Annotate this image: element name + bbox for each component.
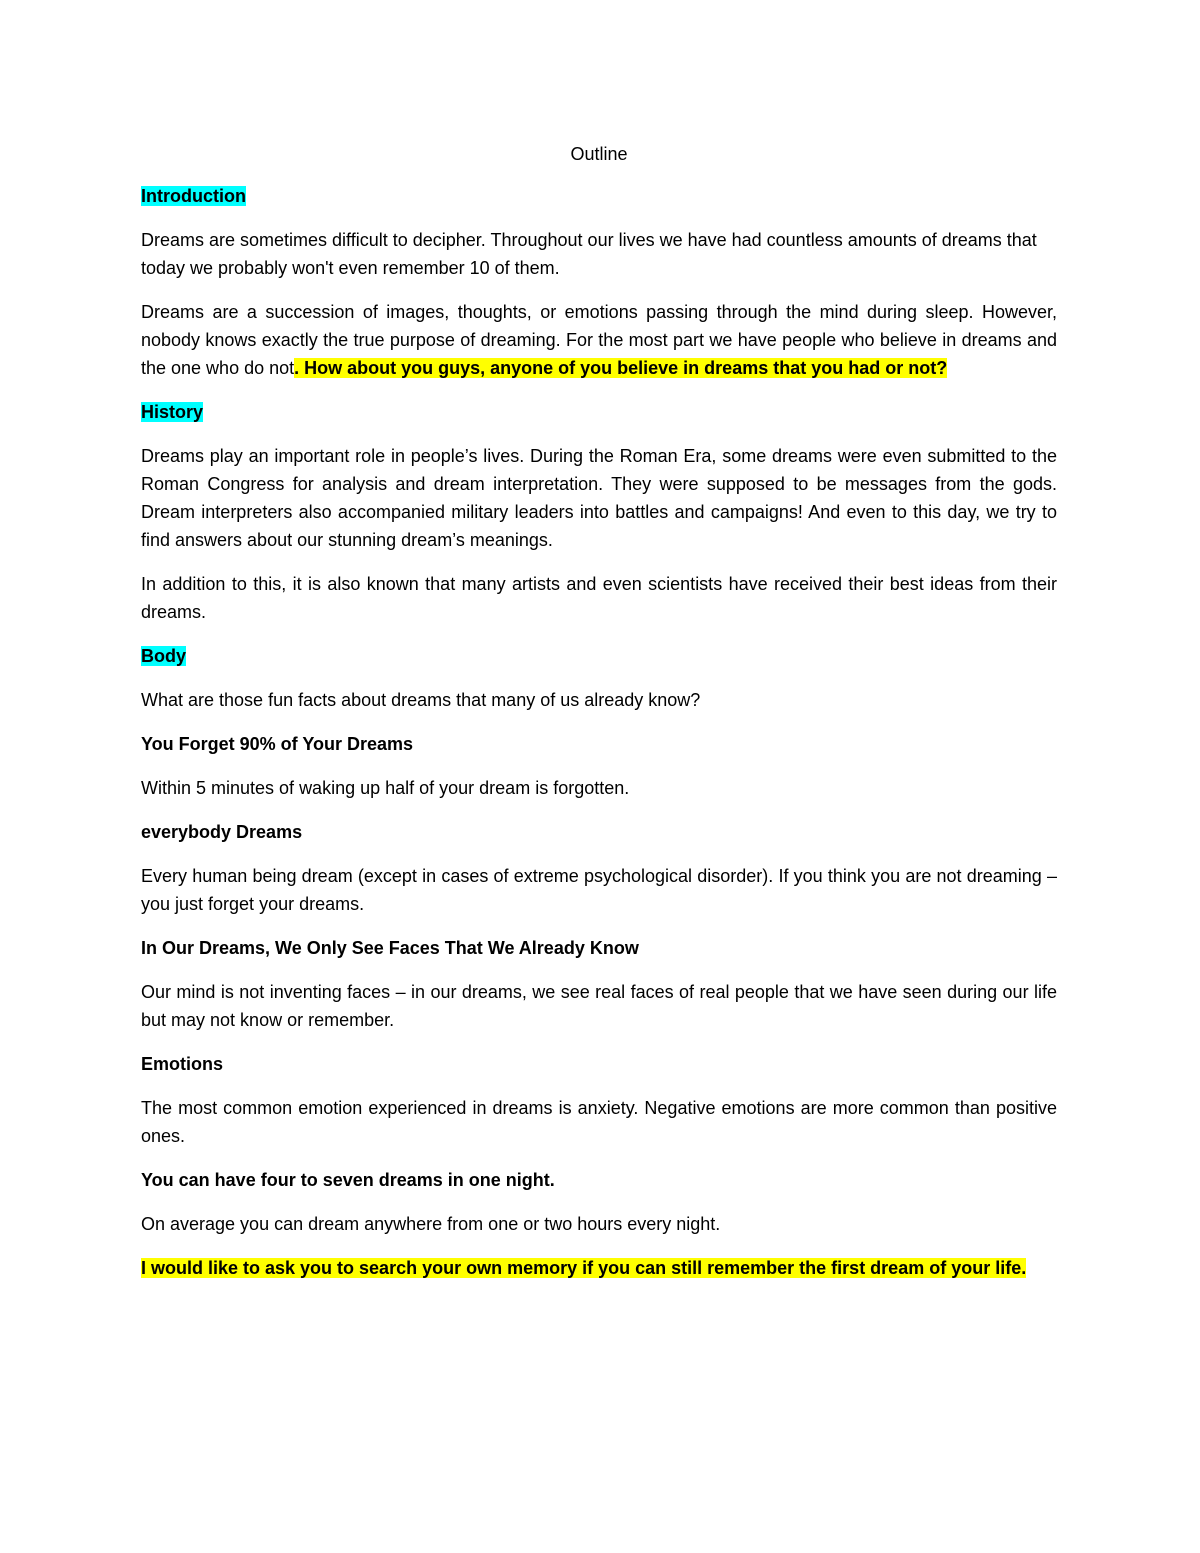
- fact-title: In Our Dreams, We Only See Faces That We Already Know: [141, 938, 639, 958]
- introduction-paragraph-2-text: Dreams are a succession of images, thoughts, or emotions passing through the mind during sleep. However, nobody knows exactly the true purpose of dreaming. For the most part we have people who believe in dreams and the one who do not: [141, 302, 1057, 378]
- closing-question-highlight: I would like to ask you to search your own memory if you can still remember the first dream of your life.: [141, 1258, 1027, 1278]
- history-paragraph-2: In addition to this, it is also known that many artists and even scientists have received their best ideas from their dreams.: [141, 574, 1057, 622]
- document-title: Outline: [570, 144, 628, 164]
- fact-text: Every human being dream (except in cases of extreme psychological disorder). If you think you are not dreaming – you just forget your dreams.: [141, 866, 1057, 914]
- introduction-question-highlight: . How about you guys, anyone of you believe in dreams that you had or not?: [294, 358, 948, 378]
- body-heading-text: Body: [141, 646, 186, 666]
- fact-title: everybody Dreams: [141, 822, 303, 842]
- introduction-heading-text: Introduction: [141, 186, 246, 206]
- fact-text: The most common emotion experienced in dreams is anxiety. Negative emotions are more common than positive ones.: [141, 1098, 1057, 1146]
- closing-question: [141, 1254, 1057, 1282]
- section-heading-introduction: [141, 182, 1057, 210]
- fact-text: Within 5 minutes of waking up half of your dream is forgotten.: [141, 778, 630, 798]
- document-page: [141, 140, 1057, 1298]
- fact-text: On average you can dream anywhere from one or two hours every night.: [141, 1214, 721, 1234]
- fact-title: Emotions: [141, 1054, 224, 1074]
- section-heading-body: [141, 642, 1057, 670]
- introduction-paragraph-2: [141, 298, 1057, 382]
- history-paragraph-1: Dreams play an important role in people’s lives. During the Roman Era, some dreams were even submitted to the Roman Congress for analysis and dream interpretation. They were supposed to be messages from the gods. Dream interpreters also accompanied military leaders into battles and campaigns! And even to this day, we try to find answers about our stunning dream’s meanings.: [141, 446, 1057, 550]
- section-heading-history: [141, 398, 1057, 426]
- body-intro: What are those fun facts about dreams that many of us already know?: [141, 690, 701, 710]
- fact-title: You can have four to seven dreams in one night.: [141, 1170, 555, 1190]
- fact-title: You Forget 90% of Your Dreams: [141, 734, 414, 754]
- history-heading-text: History: [141, 402, 204, 422]
- fact-text: Our mind is not inventing faces – in our dreams, we see real faces of real people that we have seen during our life but may not know or remember.: [141, 982, 1057, 1030]
- introduction-paragraph-1: Dreams are sometimes difficult to decipher. Throughout our lives we have had countless amounts of dreams that today we probably won't even remember 10 of them.: [141, 230, 1037, 278]
